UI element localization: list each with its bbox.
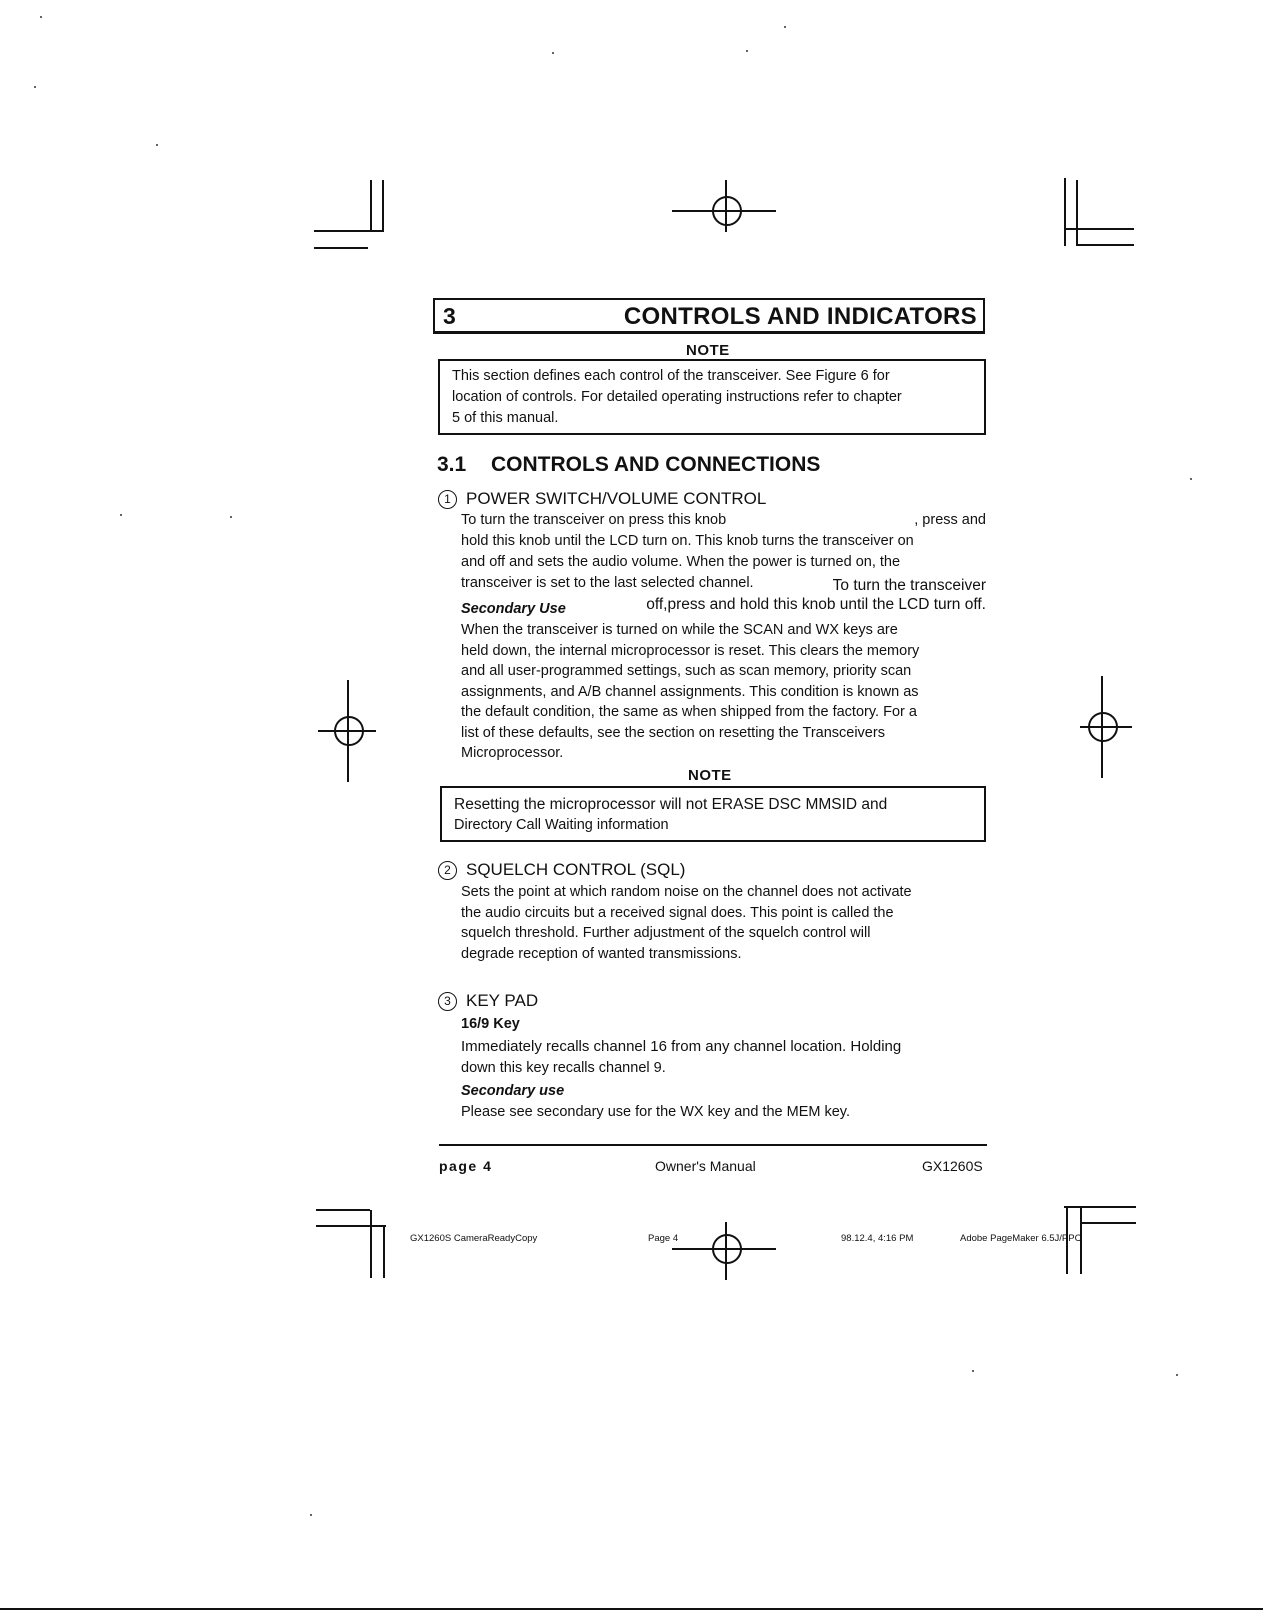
footer-rule	[439, 1144, 987, 1146]
subsection-heading	[437, 453, 820, 477]
footer-model: GX1260S	[922, 1158, 983, 1174]
secondary-use-label: Secondary use	[461, 1083, 565, 1099]
section-number: 3	[443, 303, 456, 329]
item-number-marker: 3	[438, 992, 457, 1011]
text-line: list of these defaults, see the section on resetting the Transceivers	[461, 724, 885, 741]
text-line: down this key recalls channel 9.	[461, 1059, 666, 1076]
slug-page: Page 4	[648, 1233, 679, 1244]
text-line: held down, the internal microprocessor is reset. This clears the memory	[461, 642, 920, 659]
text-span: transceiver is set to the last selected channel.	[461, 575, 754, 591]
item-squelch	[438, 860, 685, 880]
text-line: Sets the point at which random noise on the channel does not activate	[461, 884, 912, 900]
scan-edge-line	[0, 1608, 1263, 1610]
secondary-use-label: Secondary Use	[461, 601, 566, 617]
note-line: Directory Call Waiting information	[454, 817, 669, 833]
item-title: POWER SWITCH/VOLUME CONTROL	[466, 489, 767, 508]
note-line: location of controls. For detailed operating instructions refer to chapter	[452, 389, 902, 405]
item1-paragraph2	[461, 620, 986, 764]
key-description	[461, 1037, 986, 1078]
section-title: CONTROLS AND INDICATORS	[623, 303, 977, 330]
item1-line2: hold this knob until the LCD turn on. This knob turns the transceiver on	[461, 533, 914, 549]
text-line: the audio circuits but a received signal does. This point is called the	[461, 904, 894, 921]
item-key-pad	[438, 991, 538, 1011]
secondary-use-text: Please see secondary use for the WX key and the MEM key.	[461, 1104, 851, 1120]
item2-paragraph	[461, 882, 986, 964]
item1-line5	[461, 596, 986, 617]
text-line: Microprocessor.	[461, 745, 564, 761]
key-title: 16/9 Key	[461, 1016, 520, 1032]
item1-line4	[461, 575, 986, 594]
slug-app: Adobe PageMaker 6.5J/PPC	[960, 1233, 1082, 1244]
text-line: assignments, and A/B channel assignments. This condition is known as	[461, 683, 919, 700]
text-span: To turn the transceiver on press this knob	[461, 512, 727, 528]
item-number-marker: 1	[438, 490, 457, 509]
note-label: NOTE	[688, 767, 732, 784]
note-line: Resetting the microprocessor will not ERASE DSC MMSID and	[454, 796, 888, 813]
text-line: squelch threshold. Further adjustment of the squelch control will	[461, 925, 871, 941]
note-label: NOTE	[686, 342, 730, 359]
text-line: and all user-programmed settings, such as scan memory, priority scan	[461, 663, 912, 679]
footer-title: Owner's Manual	[655, 1158, 756, 1174]
item-title: SQUELCH CONTROL (SQL)	[466, 860, 686, 879]
subsection-title: CONTROLS AND CONNECTIONS	[491, 453, 821, 476]
item-number-marker: 2	[438, 861, 457, 880]
item1-line3: and off and sets the audio volume. When the power is turned on, the	[461, 554, 901, 570]
subsection-number: 3.1	[437, 453, 467, 476]
text-line: Immediately recalls channel 16 from any channel location. Holding	[461, 1038, 902, 1055]
slug-date: 98.12.4, 4:16 PM	[841, 1233, 914, 1244]
note-box	[440, 786, 986, 842]
text-span: To turn the transceiver	[832, 577, 986, 594]
item-title: KEY PAD	[466, 991, 539, 1010]
text-span: off,press and hold this knob until the LCD turn off.	[646, 596, 986, 613]
text-line: the default condition, the same as when shipped from the factory. For a	[461, 704, 917, 720]
slug-file: GX1260S CameraReadyCopy	[410, 1233, 538, 1244]
item1-line1	[461, 512, 986, 528]
note-box	[438, 359, 986, 435]
text-span: , press and	[914, 512, 986, 528]
text-line: When the transceiver is turned on while the SCAN and WX keys are	[461, 622, 898, 638]
note-line: This section defines each control of the transceiver. See Figure 6 for	[452, 368, 890, 384]
note-line: 5 of this manual.	[452, 410, 559, 426]
footer-page: page 4	[439, 1158, 493, 1174]
section-header	[433, 298, 985, 334]
item-power-volume	[438, 489, 766, 509]
text-line: degrade reception of wanted transmissions.	[461, 945, 742, 962]
